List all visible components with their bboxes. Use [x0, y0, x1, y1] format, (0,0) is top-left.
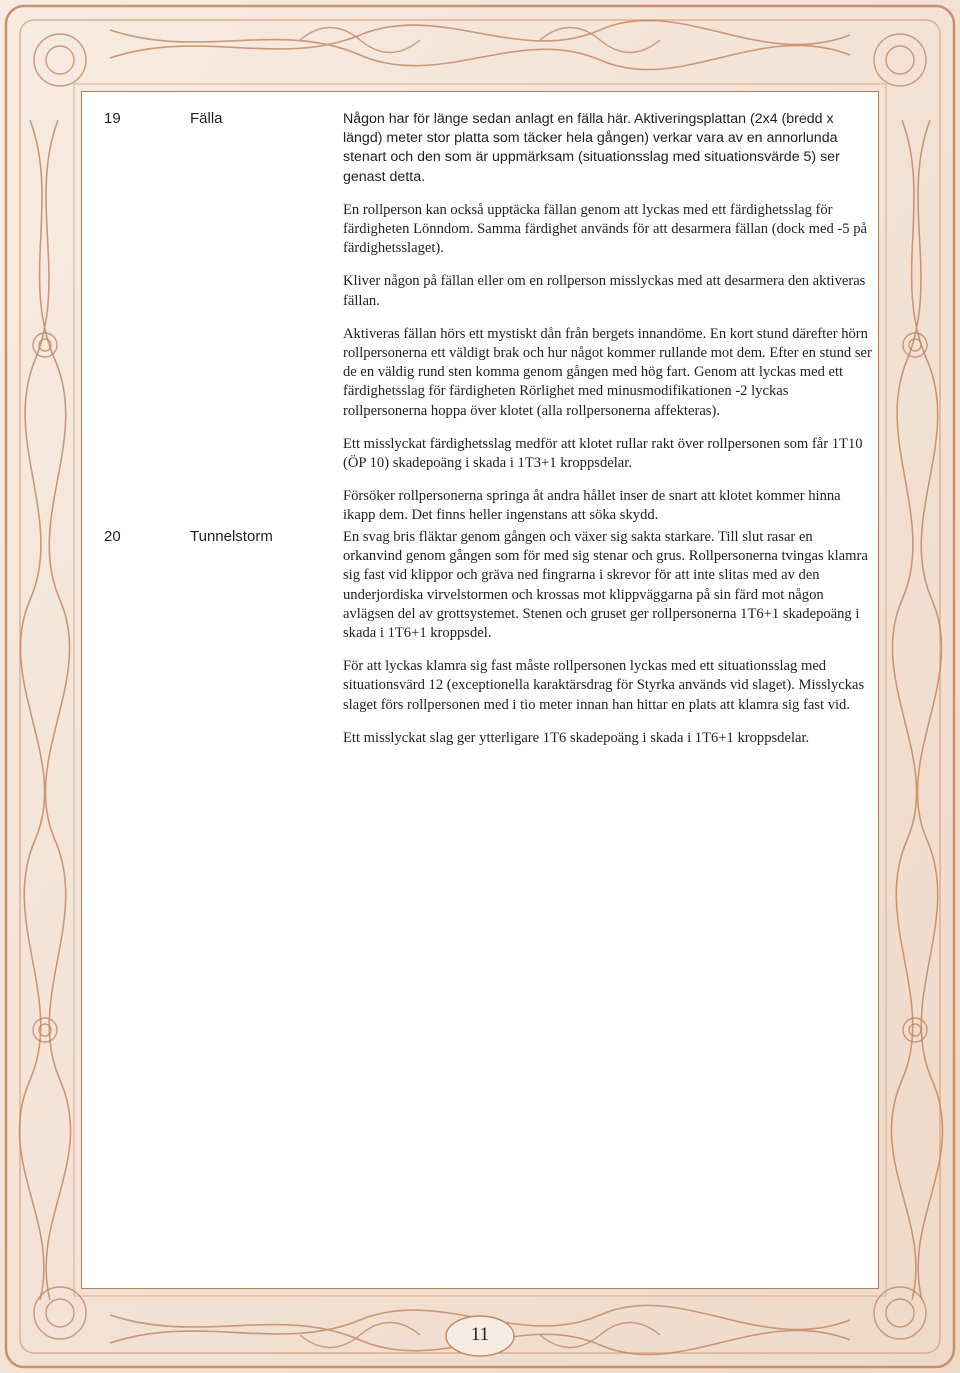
entry-paragraph: Försöker rollpersonerna springa åt andra hållet inser de snart att klotet kommer hinna ikapp dem. Det finns heller ingenstans att söka skydd. [343, 488, 841, 524]
entry-paragraph: Ett misslyckat slag ger ytterligare 1T6 skadepoäng i skada i 1T6+1 kroppsdelar. [343, 729, 810, 746]
entry-paragraph: För att lyckas klamra sig fast måste rollpersonen lyckas med ett situationsslag med situationsvärd 12 (exceptionella karaktärsdrag för Styrka används vid slaget). Misslyckas slaget förs rollpersonen med i tio meter innan han hittar en plats att klamra sig fast vid. [343, 658, 865, 713]
entry-paragraph: En svag bris fläktar genom gången och växer sig sakta starkare. Till slut rasar en orkanvind genom gången som för med sig stenar och grus. Rollpersonerna tvingas klamra sig fast vid klippor och gräva ned fingrarna i skrevor för att inte slitas med av den underjordiska virvelstormen och krossas mot klippväggarna på sin färd mot någon avlägsen del av grottsystemet. Stenen och gruset ger rollpersonerna 1T6+1 skadepoäng i skada i 1T6+1 kroppsdel. [343, 529, 868, 642]
entry-title: Fälla [190, 110, 223, 127]
entry-number: 19 [104, 110, 121, 127]
entry-description [343, 528, 873, 762]
entry-number: 20 [104, 528, 121, 545]
entry-paragraph: En rollperson kan också upptäcka fällan genom att lyckas med ett färdighetsslag för färdigheten Lönndom. Samma färdighet används för att desarmera fällan (dock med -5 på färdighetsslaget). [343, 201, 867, 257]
entry-description [343, 110, 873, 540]
entry-title: Tunnelstorm [190, 528, 273, 545]
page-number: 11 [470, 1324, 490, 1345]
entry-paragraph: Någon har för länge sedan anlagt en fälla här. Aktiveringsplattan (2x4 (bredd x längd) meter stor platta som täcker hela gången) verkar vara av en annorlunda stenart och den som är uppmärksam (situationsslag med situationsvärde 5) ser genast detta. [343, 111, 840, 185]
entry-paragraph: Ett misslyckat färdighetsslag medför att klotet rullar rakt över rollpersonen som får 1T10 (ÖP 10) skadepoäng i skada i 1T3+1 kroppsdelar. [343, 435, 863, 472]
entry-paragraph: Kliver någon på fällan eller om en rollperson misslyckas med att desarmera den aktiveras fällan. [343, 273, 866, 309]
entry-paragraph: Aktiveras fällan hörs ett mystiskt dån från bergets innandöme. En kort stund därefter hörn rollpersonerna ett väldigt brak och hur något kommer rullande mot dem. Efter en stund ser de en väldig rund sten komma genom gången med hög fart. Genom att lyckas med ett färdighetsslag för färdigheten Rörlighet med minusmodifikationen -2 lyckas rollpersonerna hoppa över klotet (alla rollpersonerna affekteras). [343, 325, 872, 419]
page-content-area [82, 92, 878, 1288]
